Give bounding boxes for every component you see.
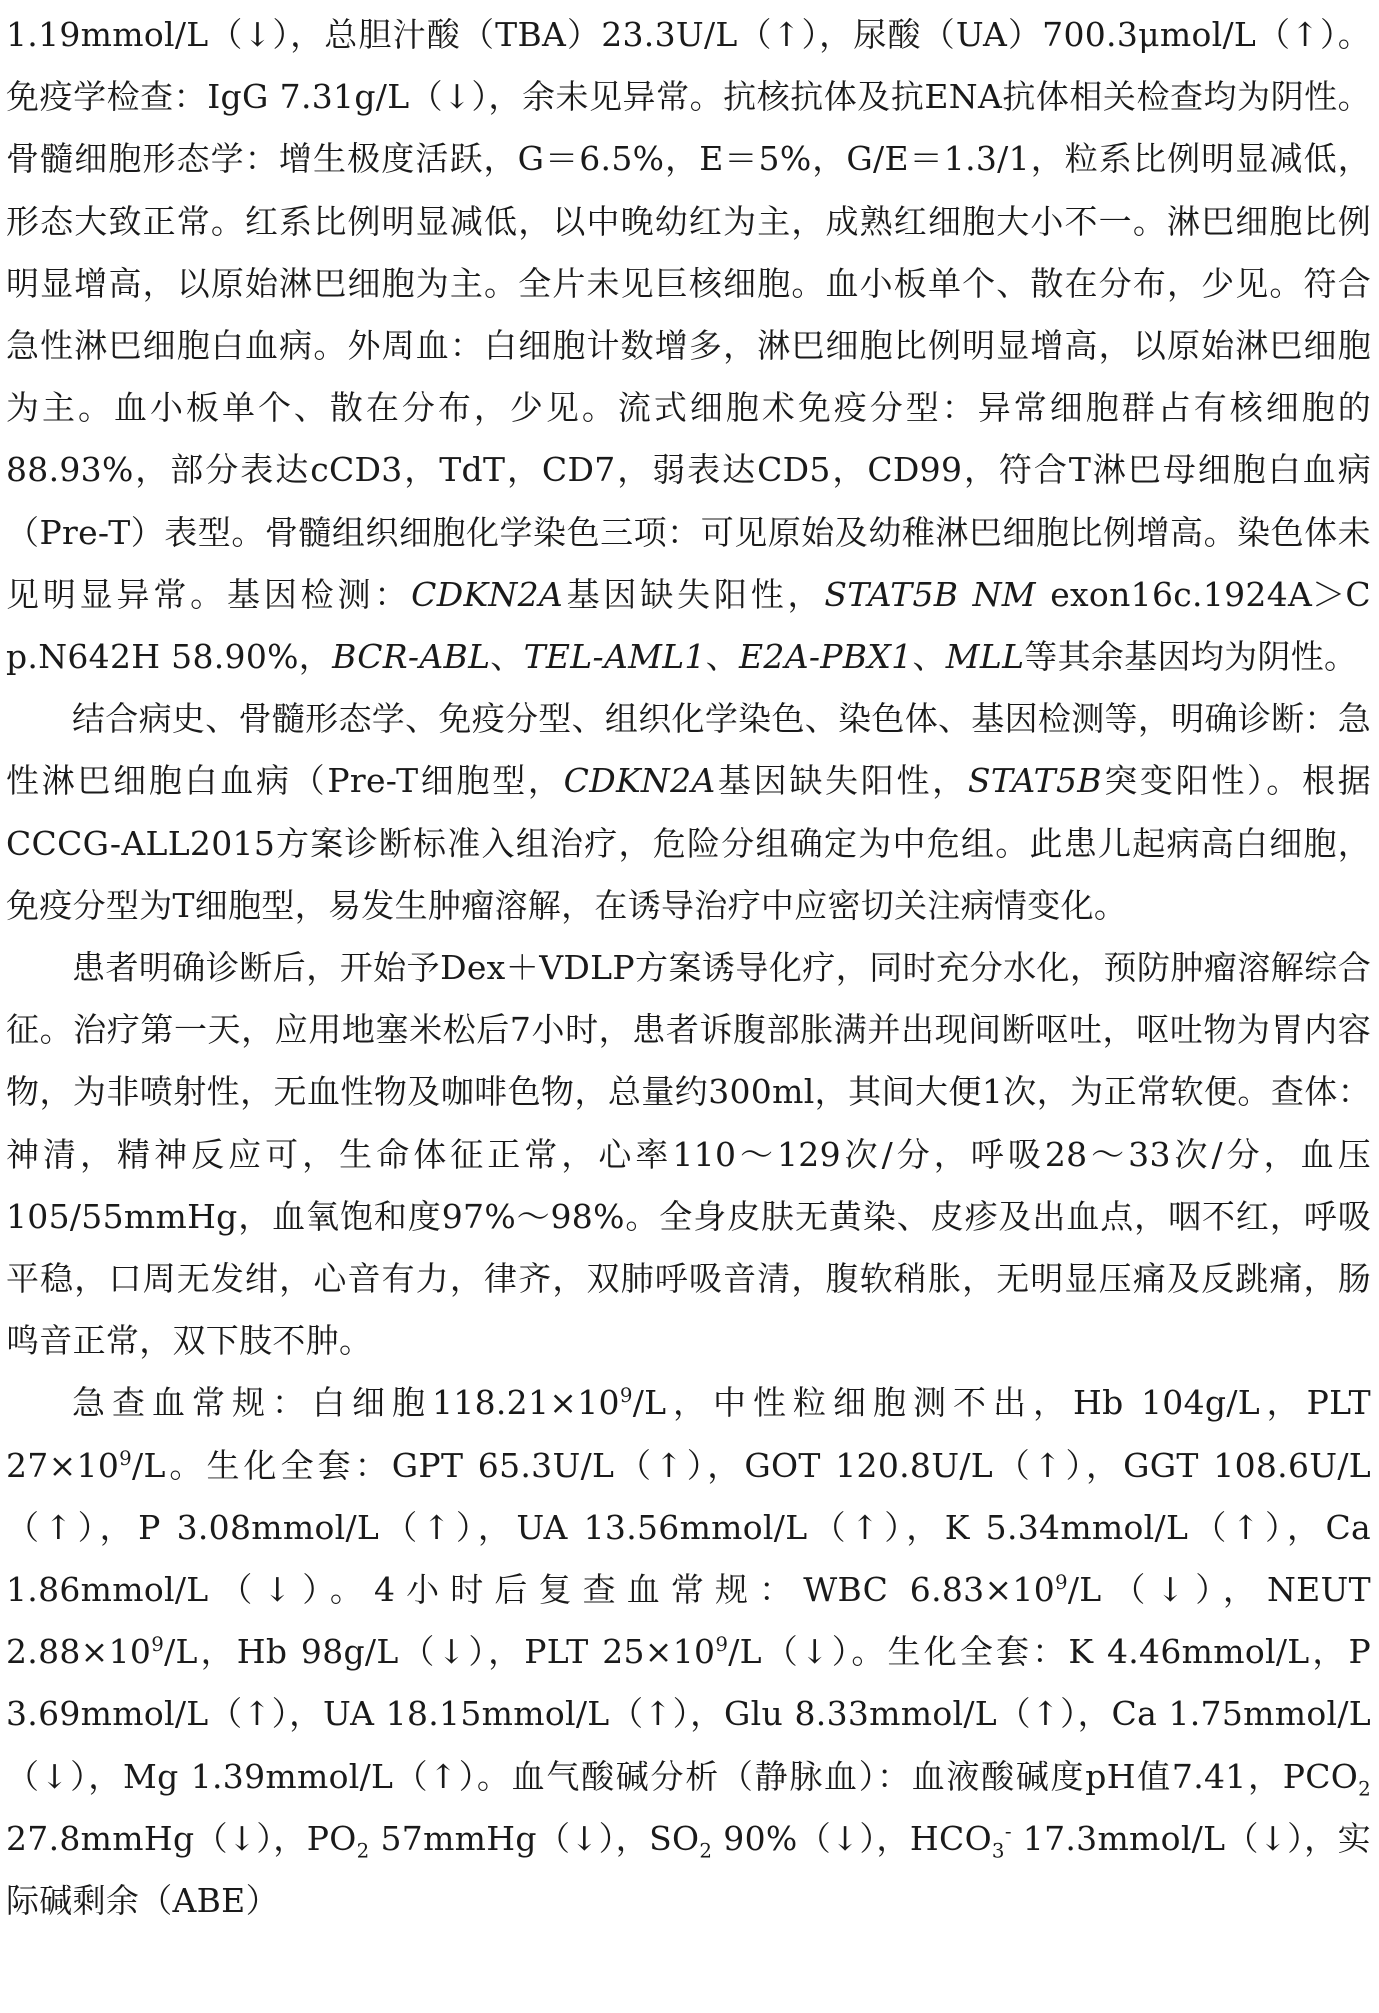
text-segment: 90%（↓），HCO xyxy=(712,1818,992,1858)
text-segment: /L（↓）。生化全套：K 4.46mmol/L，P 3.69mmol/L（↑），UA 18.15mmol/L（↑），Glu 8.33mmol/L（↑），Ca 1.75mmol/L（↓），Mg 1.39mmol/L（↑）。血气酸碱分析（静脉血）：血液酸碱度pH值7.41，PCO xyxy=(6,1632,1372,1796)
text-segment: 急查血常规：白细胞118.21×10 xyxy=(72,1383,620,1423)
text-segment: CDKN2A xyxy=(563,761,716,801)
text-segment: 2 xyxy=(1358,1777,1371,1801)
text-segment: 突变阳性）。根据CCCG-ALL2015方案诊断标准入组治疗，危险分组确定为中危组。此患儿起病高白细胞，免疫分型为T细胞型，易发生肿瘤溶解，在诱导治疗中应密切关注病情变化。 xyxy=(6,761,1371,925)
text-segment: 1.19mmol/L（↓），总胆汁酸（TBA）23.3U/L（↑），尿酸（UA）700.3μmol/L（↑）。免疫学检查：IgG 7.31g/L（↓），余未见异常。抗核抗体及抗ENA抗体相关检查均为阴性。骨髓细胞形态学：增生极度活跃，G＝6.5%，E＝5%，G/E＝1.3/1，粒系比例明显减低，形态大致正常。红系比例明显减低，以中晚幼红为主，成熟红细胞大小不一。淋巴细胞比例明显增高，以原始淋巴细胞为主。全片未见巨核细胞。血小板单个、散在分布，少见。符合急性淋巴细胞白血病。外周血：白细胞计数增多，淋巴细胞比例明显增高，以原始淋巴细胞为主。血小板单个、散在分布，少见。流式细胞术免疫分型：异常细胞群占有核细胞的88.93%，部分表达cCD3，TdT，CD7，弱表达CD5，CD99，符合T淋巴母细胞白血病（Pre-T）表型。骨髓组织细胞化学染色三项：可见原始及幼稚淋巴细胞比例增高。染色体未见明显异常。基因检测： xyxy=(6,15,1371,614)
paragraph-2 xyxy=(6,688,1371,937)
text-segment: E2A-PBX1 xyxy=(739,637,913,677)
text-segment: 57mmHg（↓），SO xyxy=(369,1818,700,1858)
text-segment: 患者明确诊断后，开始予Dex＋VDLP方案诱导化疗，同时充分水化，预防肿瘤溶解综合征。治疗第一天，应用地塞米松后7小时，患者诉腹部胀满并出现间断呕吐，呕吐物为胃内容物，为非喷射性，无血性物及咖啡色物，总量约300ml，其间大便1次，为正常软便。查体：神清，精神反应可，生命体征正常，心率110～129次/分，呼吸28～33次/分，血压105/55mmHg，血氧饱和度97%～98%。全身皮肤无黄染、皮疹及出血点，咽不红，呼吸平稳，口周无发绀，心音有力，律齐，双肺呼吸音清，腹软稍胀，无明显压痛及反跳痛，肠鸣音正常，双下肢不肿。 xyxy=(6,948,1371,1361)
text-segment: MLL xyxy=(945,637,1025,677)
text-segment: /L，Hb 98g/L（↓），PLT 25×10 xyxy=(164,1632,716,1672)
text-segment: /L，中性粒细胞测不出，Hb 104g/L，PLT 27×10 xyxy=(6,1383,1371,1485)
text-segment: 结合病史、骨髓形态学、免疫分型、组织化学染色、染色体、基因检测等，明确诊断：急性淋巴细胞白血病（Pre-T细胞型， xyxy=(6,699,1371,801)
paragraph-3 xyxy=(6,937,1371,1372)
text-segment: CDKN2A xyxy=(411,574,564,614)
paragraph-4 xyxy=(6,1372,1371,1932)
text-segment: /L（↓），NEUT 2.88×10 xyxy=(6,1570,1371,1672)
text-segment: 9 xyxy=(1055,1571,1068,1595)
text-segment: 等其余基因均为阴性。 xyxy=(1024,637,1358,677)
text-segment: STAT5B xyxy=(967,761,1102,801)
text-segment: 2 xyxy=(356,1839,370,1863)
text-segment: 9 xyxy=(715,1633,729,1657)
text-segment: 基因缺失阳性， xyxy=(715,761,968,801)
text-segment: /L。生化全套：GPT 65.3U/L（↑），GOT 120.8U/L（↑），GGT 108.6U/L（↑），P 3.08mmol/L（↑），UA 13.56mmol/L（↑），K 5.34mmol/L（↑），Ca 1.86mmol/L（↓）。4小时后复查血常规：WBC 6.83×10 xyxy=(6,1445,1371,1610)
text-segment: 3 xyxy=(991,1839,1005,1863)
text-segment: 9 xyxy=(119,1446,133,1470)
text-segment: 基因缺失阳性， xyxy=(563,574,825,614)
text-segment: 、 xyxy=(490,637,524,677)
paragraph-1 xyxy=(6,4,1371,688)
text-segment: BCR-ABL xyxy=(332,637,491,677)
document-body xyxy=(6,4,1371,1932)
text-segment: 、 xyxy=(912,637,946,677)
text-segment: 2 xyxy=(699,1839,713,1863)
text-segment: 、 xyxy=(705,637,740,677)
text-segment: 27.8mmHg（↓），PO xyxy=(6,1818,357,1858)
text-segment: TEL-AML1 xyxy=(523,637,706,677)
text-segment: STAT5B NM xyxy=(824,574,1036,614)
text-segment: 17.3mmol/L（↓），实际碱剩余（ABE） xyxy=(6,1818,1371,1921)
text-segment: 9 xyxy=(619,1384,633,1408)
text-segment: exon16c.1924A＞C p.N642H 58.90%， xyxy=(6,574,1371,677)
text-segment: - xyxy=(1004,1819,1012,1843)
text-segment: 9 xyxy=(151,1633,165,1657)
